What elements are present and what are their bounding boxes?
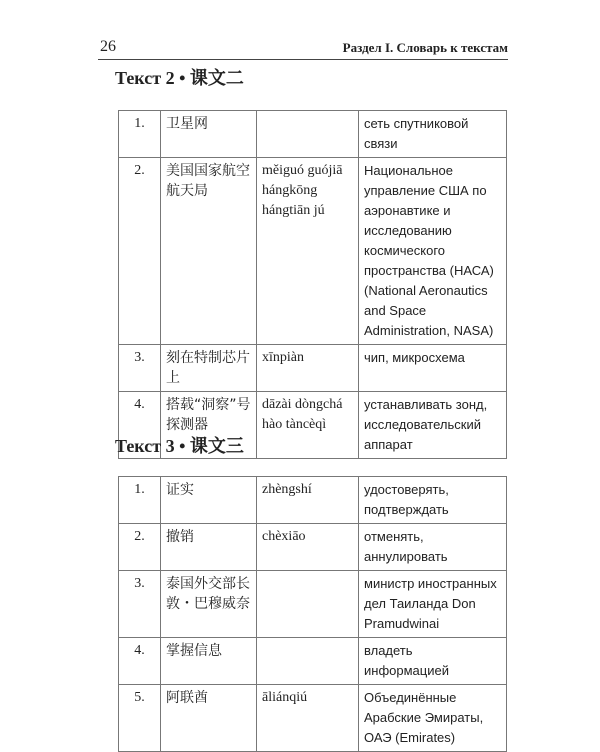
table-row xyxy=(119,345,507,392)
chinese-term: 搭载“洞察”号探测器 xyxy=(161,392,257,459)
row-number: 2. xyxy=(119,158,161,345)
russian-translation: устанавливать зонд, исследовательский аппарат xyxy=(359,392,507,459)
table-row xyxy=(119,571,507,638)
chinese-term: 证实 xyxy=(161,477,257,524)
pinyin: zhèngshí xyxy=(257,477,359,524)
russian-translation: удостоверять, подтверждать xyxy=(359,477,507,524)
russian-translation: Объединённые Арабские Эмираты, ОАЭ (Emirates) xyxy=(359,685,507,752)
table-row xyxy=(119,111,507,158)
pinyin: āliánqiú xyxy=(257,685,359,752)
section-title-text2: Текст 2 • 课文二 xyxy=(115,68,244,88)
russian-translation: Национальное управление США по аэронавтике и исследованию космического пространства (НАСА) (National Aeronautics and Space Administration, NASA) xyxy=(359,158,507,345)
section-title-text3: Текст 3 • 课文三 xyxy=(115,436,244,456)
vocab-table-text2 xyxy=(118,110,507,459)
pinyin xyxy=(257,111,359,158)
pinyin xyxy=(257,638,359,685)
row-number: 1. xyxy=(119,477,161,524)
chinese-term: 刻在特制芯片上 xyxy=(161,345,257,392)
chinese-term: 卫星网 xyxy=(161,111,257,158)
russian-translation: министр иностранных дел Таиланда Don Pramudwinai xyxy=(359,571,507,638)
russian-translation: владеть информацией xyxy=(359,638,507,685)
chinese-term: 撤销 xyxy=(161,524,257,571)
header-rule xyxy=(98,59,508,60)
table-row xyxy=(119,477,507,524)
chinese-term: 泰国外交部长敦・巴穆威奈 xyxy=(161,571,257,638)
vocab-table-text3 xyxy=(118,476,507,752)
pinyin: dāzài dòngchá hào tàncèqì xyxy=(257,392,359,459)
running-header: Раздел I. Словарь к текстам xyxy=(342,40,508,55)
chinese-term: 阿联酋 xyxy=(161,685,257,752)
pinyin: měiguó guójiā hángkōng hángtiān jú xyxy=(257,158,359,345)
row-number: 4. xyxy=(119,638,161,685)
table-row xyxy=(119,685,507,752)
table-row xyxy=(119,524,507,571)
pinyin: chèxiāo xyxy=(257,524,359,571)
pinyin xyxy=(257,571,359,638)
row-number: 3. xyxy=(119,345,161,392)
row-number: 4. xyxy=(119,392,161,459)
table-row xyxy=(119,638,507,685)
page-number: 26 xyxy=(100,38,116,55)
row-number: 5. xyxy=(119,685,161,752)
row-number: 2. xyxy=(119,524,161,571)
russian-translation: отменять, аннулировать xyxy=(359,524,507,571)
chinese-term: 掌握信息 xyxy=(161,638,257,685)
russian-translation: чип, микросхема xyxy=(359,345,507,392)
russian-translation: сеть спутниковой связи xyxy=(359,111,507,158)
pinyin: xīnpiàn xyxy=(257,345,359,392)
chinese-term: 美国国家航空航天局 xyxy=(161,158,257,345)
table-row xyxy=(119,158,507,345)
row-number: 1. xyxy=(119,111,161,158)
row-number: 3. xyxy=(119,571,161,638)
